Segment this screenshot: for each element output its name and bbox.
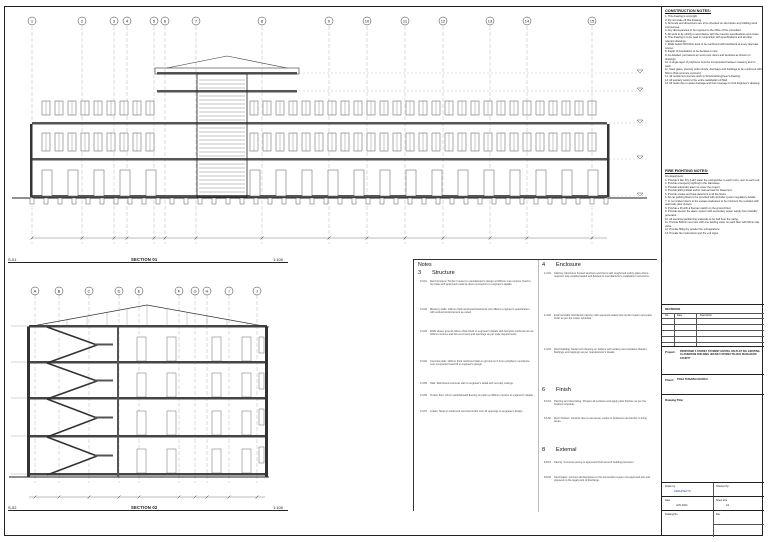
door [167,411,176,435]
note-code: 3.3.03 [420,330,427,333]
note-line: 9. Provide electric fire alarm system with secondary power supply from standby generator. [665,210,758,218]
drawn-checked-row [662,482,764,496]
door [250,170,260,196]
door [302,170,312,196]
grid-label: 13 [487,18,493,24]
footing [576,198,580,204]
grid-label: 14 [524,18,530,24]
cell-divider [713,524,764,525]
revisions-row-line [662,318,764,319]
stair-landing [95,344,113,346]
footing [226,198,230,204]
stair-flight [47,327,97,345]
note-line: 3. All levels and dimensions are to be checked on site before any building work commences. [665,22,758,29]
note-text: Concrete slab: 100mm thick reinforced slab on ground on 0.2mm polythene membrane over compacted sand fill to engineer's design. [430,360,530,367]
door [94,170,104,196]
door [432,170,442,196]
note-code: 4.4.02 [544,314,551,317]
notes-header: Notes [418,262,432,268]
revisions-box [662,304,764,346]
notes-section-external [542,447,577,453]
door [137,411,146,435]
door [167,337,176,361]
footing [492,198,496,204]
door [167,373,176,397]
stair-landing [95,380,113,382]
floor-slab [29,325,267,328]
note-item [420,382,534,385]
note-text: Painting and decorating: Prepare all surfaces and apply paint finishes as per the finishes schedule. [554,400,646,407]
door [484,170,494,196]
door [328,170,338,196]
level-marker [637,88,643,91]
footing [422,198,426,204]
note-line: Fire Equipment: [665,175,684,178]
note-item [544,461,654,464]
note-item [420,360,534,367]
footing [562,198,566,204]
grid-label: J [256,288,258,294]
rev-col-description: Description [700,314,712,317]
date-sheet-row [662,496,764,510]
notes-section-title: Structure [432,270,455,276]
note-code: 3.3.06 [420,394,427,397]
notes-section-structure [418,270,455,276]
door [242,449,251,473]
door [137,449,146,473]
door [562,170,572,196]
note-text: External walls: Rendered masonry with approved waterproof render system and paint finish as per the colour schedule. [554,314,652,321]
note-line: 4. Provide ESS pullstat and/or manual load for basement. [665,189,733,193]
notes-section-number: 3 [418,270,422,276]
footing [100,198,104,204]
note-line: 12. All reinforced concrete work to Structural Engineer's drawing. [665,75,741,79]
note-code: 3.3.01 [420,280,427,283]
grid-label: 5 [152,18,156,24]
note-text: Glazing: Aluminium framed windows and doors with toughened safety glass where required, fully weathersealed and flashed to manufacturer's installation instructions. [554,272,650,279]
note-item [544,272,654,279]
rev-col-no: No. [665,314,669,317]
footing [58,198,62,204]
floor-slab [29,397,267,400]
section-02-scale: 1:100 [273,505,284,510]
notes-section-title: Enclosure [556,262,581,268]
grid-label: 11 [402,18,408,24]
footing [520,198,524,204]
window [259,409,264,425]
window [259,373,264,389]
door [68,170,78,196]
grid-label: C [87,288,91,294]
grid-label: B [57,288,61,294]
notes-section-enclosure [542,262,581,268]
note-item [544,400,654,407]
grid-label: 12 [440,18,446,24]
door [212,373,221,397]
note-text: Lintels: Steel or reinforced concrete lintels over all openings to engineer's design. [430,410,524,413]
door [137,373,146,397]
floor-slab [29,361,267,364]
section-01-rule [8,262,288,263]
footing [380,198,384,204]
drawn-by-value: ARCHITECTS [674,490,691,493]
door [406,170,416,196]
note-text: Roof structure: Timber trusses to manufacturer's design at 600mm max centres, fixed to top plate with approved metal tie-down connectors to engineer's details. [430,280,531,287]
footing [338,198,342,204]
note-line: 6. All car parking floors to be provided with sprinkler system regulatory details. [665,196,756,200]
stair-landing [95,417,113,419]
footing [72,198,76,204]
floor-slab [32,158,607,161]
checked-by-label: Checked by: [716,485,730,488]
sheet-size-value: A1 [726,504,730,507]
note-code: 8.8.01 [544,461,551,464]
notes-column-divider [538,260,539,512]
section-02-title: SECTION 02 [131,505,158,510]
footing [310,198,314,204]
note-code: 4.4.01 [544,272,551,275]
section-02-rule [8,510,288,511]
client-box [662,374,764,394]
footing [282,198,286,204]
note-line: 8. Provide a lift with a fireman switch on the ground floor. [665,206,732,210]
door [167,449,176,473]
footing [548,198,552,204]
grid-label: D [117,288,121,294]
grid-label: F [177,288,181,294]
section-01-title: SECTION 01 [131,257,158,262]
drawing-number-row [662,510,764,536]
window [259,337,264,353]
note-line: 7. In no incident doors to the escape staircases to be minimum fire resistant with automatic door closers. [665,199,759,207]
note-item [420,330,534,337]
footing [436,198,440,204]
grid-label: E [137,288,141,294]
note-item [544,417,654,424]
note-item [420,394,534,397]
stair-flight [47,399,97,418]
note-line: 5. All work to be strictly in accordance with the relevant specifications and codes. [665,32,760,36]
cell-divider [713,497,714,511]
footing [408,198,412,204]
note-code: 3.3.05 [420,382,427,385]
footing [534,198,538,204]
stair-flight [47,381,97,399]
floor-slab [32,195,607,198]
door [242,373,251,397]
note-item [544,314,654,321]
note-code: 4.4.03 [544,348,551,351]
drawing-title-label: Drawing Title: [665,398,684,402]
section-01-svg [7,12,657,260]
note-line: 14. All roads due to water drainage and fuel coverage to Civil Engineer's drawing. [665,82,761,86]
project-box [662,346,764,374]
note-line: 13. Provide fire instructions and fire exit signs. [665,231,719,235]
wall [117,327,119,477]
section-01-drawing [7,12,657,260]
floor-slab [29,435,267,438]
note-line: 10. All electrical partitioning materials to be half hour fire rating. [665,217,739,221]
footing [114,198,118,204]
footing [30,198,34,204]
note-line: 5. Provide smoke and heat detectors in all the floors. [665,192,727,196]
project-value: PROPOSED 4 STOREY STUDENT HOSTEL ON PLOT NO. EXISTING CLASSROOM BUILDING HOUSE 5 STOREY BLOCK MACHAKOS COUNTY [680,350,760,360]
footing [156,198,160,204]
stair-flight [47,456,97,475]
door [120,170,130,196]
grid-label: 8 [260,18,264,24]
notes-section-finish [542,387,571,393]
note-text: Walls above ground: 90mm thick block to engineer's details with bed joint reinforcement at 400mm centres and ties at corners and openings as per code requirements. [430,330,534,337]
note-line: 11. Steel gates, piercing under lintels, doorways and buildings to be reinforced with 60mm thick concrete surround. [665,68,762,75]
project-label: Project: [665,350,676,354]
title-block-panel [661,6,763,536]
footing [170,198,174,204]
stair-flight [47,437,97,456]
revision-label: Rev [716,513,721,516]
level-marker [637,70,643,73]
note-code: 3.3.04 [420,360,427,363]
footing [506,198,510,204]
date-value: JAN 2024 [676,504,688,507]
note-text: Floor finishes: Ceramic tiles to wet areas, carpet to bedrooms and timber to living areas. [554,417,647,424]
note-code: 8.8.02 [544,476,551,479]
note-line: 11. Provide 600mm wet riser with one landing valve on each floor with 60mm dia valve. [665,221,759,228]
client-value: PCEA TUMAINI CHURCH [677,378,708,381]
notes-section-title: Finish [556,387,571,393]
revisions-label: REVISIONS [665,307,681,311]
grid-label: 15 [589,18,595,24]
door [588,170,598,196]
floor-slab [29,473,267,476]
door [42,170,52,196]
construction-notes-list [665,15,762,86]
revisions-row-line [662,330,764,331]
grid-label: G [193,288,197,294]
footing [86,198,90,204]
wall [30,124,33,197]
notes-section-number: 6 [542,387,546,393]
note-line: 9. As detailed, permanent air vents over doors and windows as shown on drawings. [665,54,751,61]
grid-label: 9 [327,18,331,24]
footing [450,198,454,204]
footing [254,198,258,204]
note-item [420,280,534,287]
footing [128,198,132,204]
footing [44,198,48,204]
grid-label: 3 [112,18,116,24]
note-line: 2. Do not scale off this drawing. [665,18,702,22]
drawing-title-box [662,394,764,482]
footing [352,198,356,204]
note-code: 6.6.01 [544,400,551,403]
section-02-svg [7,283,271,511]
floor-slab [32,122,607,125]
cell-divider [713,483,714,497]
section-02-drawing [7,283,271,511]
footing [394,198,398,204]
construction-notes-title: CONSTRUCTION NOTES: [665,9,711,13]
wall [265,327,268,477]
date-label: Date [665,499,671,502]
grid-label: 2 [80,18,84,24]
footing [198,198,202,204]
stair-flight [47,418,97,437]
revisions-row-line [662,324,764,325]
level-marker [637,193,643,196]
drawing-no-label: Drawing No. [665,513,679,516]
note-code: 3.3.07 [420,410,427,413]
note-line: 7. Walls below DPC/floor level to be reinforced with blockwork at every alternate course. [665,43,759,50]
footing [478,198,482,204]
door [212,411,221,435]
note-code: 3.3.02 [420,308,427,311]
roof-truss [27,305,269,327]
note-line: 4. Any discrepancies to be reported to the office of the consultant. [665,29,742,33]
grid-label: 4 [125,18,129,24]
grid-label: I [228,288,230,294]
note-text: Paving: Concrete paving to approved finish around building perimeter. [554,461,635,464]
note-item [544,348,654,355]
footing [366,198,370,204]
wall [27,327,30,477]
notes-section-number: 4 [542,262,546,268]
grid-label: 10 [364,18,370,24]
note-text: Stormwater: Connect all downpipes to the stormwater system via approved pits and pipework to the legal point of discharge. [554,476,650,483]
door [212,449,221,473]
door [242,411,251,435]
note-line: 8. Depth of foundations to be decided on site. [665,50,719,54]
footing [184,198,188,204]
note-text: Roof cladding: Metal roof sheeting on battens with sarking and insulation blanket, flashings and cappings as per manufacturer's details. [554,348,648,355]
door [536,170,546,196]
note-item [420,410,534,413]
note-line: 12. Provide 50kg dry powder fire extinguishers. [665,228,721,232]
window [259,447,264,463]
note-line: 1. Provide 9 liter Dry (LaF) water fire extinguisher in each room, next to each exit. [665,178,760,182]
footing [142,198,146,204]
footing [324,198,328,204]
grid-label: 1 [30,18,34,24]
door [458,170,468,196]
note-text: Masonry walls: 190mm thick reinforced blockwork core filled to engineer's specification with vertical reinforcement as noted. [430,308,530,315]
revisions-col-line [696,313,697,347]
notes-panel [413,259,657,511]
note-line: 2. Provide emergency lighting in the staircases. [665,182,721,186]
door [146,170,156,196]
section-02-code: S-02 [8,505,17,510]
wall [607,124,610,197]
section-01-code: S-01 [8,257,17,262]
stair-flight [47,363,97,381]
footing [464,198,468,204]
footing [268,198,272,204]
client-label: Client: [665,378,674,382]
note-item [544,476,654,483]
revisions-col-line [674,313,675,347]
revisions-row-line [662,342,764,343]
stair-landing [95,455,113,457]
footing [296,198,300,204]
level-marker [637,120,643,123]
note-line: 3. Provide automatic alarm to cover the project. [665,185,721,189]
footing [240,198,244,204]
door [510,170,520,196]
door [380,170,390,196]
note-line: 1. This drawing is copyright. [665,15,698,18]
fire-notes-list [665,175,762,235]
footing [212,198,216,204]
grid-label: 6 [163,18,167,24]
notes-section-title: External [556,447,577,453]
note-line: 6. This drawing is to be read in conjunction with specifications and all other relevant drawings. [665,36,753,43]
door [276,170,286,196]
stair-flight [47,345,97,363]
door [137,337,146,361]
section-01-scale: 1:100 [273,257,284,262]
grid-label: A [33,288,37,294]
footing [604,198,608,204]
note-line: 13. All sanitary works to the entire satisfaction of Mall. [665,78,728,82]
grid-label: H [205,288,209,294]
roof-pitch [167,56,287,68]
revisions-row-line [662,336,764,337]
sheet-size-label: Sheet size [716,499,728,502]
note-item [420,308,534,315]
notes-section-number: 8 [542,447,546,453]
fire-notes-title: FIRE FIGHTING NOTES: [665,169,709,173]
drawn-by-label: Drawn by: [665,485,676,488]
note-line: 10. A single layer of polythene must be incorporated between masonry and rc. work. [665,61,757,68]
grid-label: 7 [194,18,198,24]
door [212,337,221,361]
level-marker [637,156,643,159]
footing [590,198,594,204]
rev-col-date: Date [677,314,683,317]
note-code: 6.6.02 [544,417,551,420]
note-text: Stair: Reinforced concrete stair to engineer's detail with non-slip nosings. [430,382,514,385]
door [354,170,364,196]
note-text: Timber floor: 22mm particleboard flooring on joists at 450mm centres to engineer's details. [430,394,534,397]
door [242,337,251,361]
